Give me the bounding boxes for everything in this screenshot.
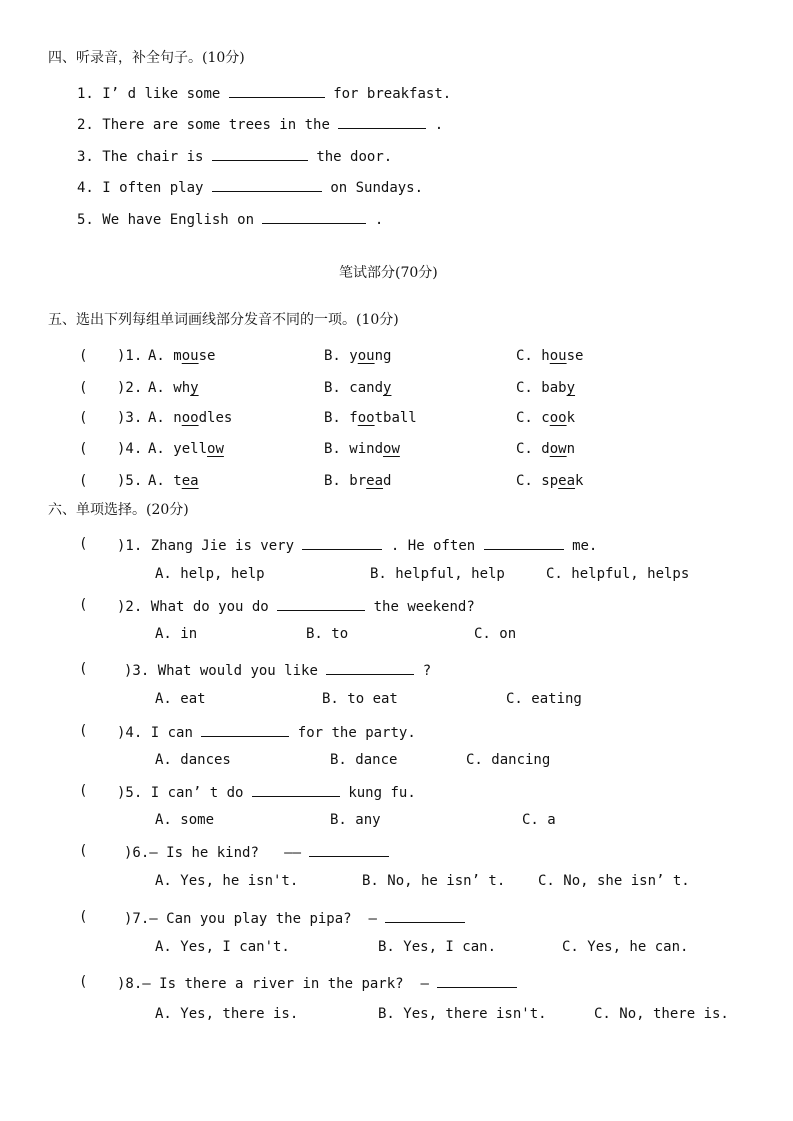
- answer-blank[interactable]: [437, 973, 517, 988]
- option-b[interactable]: [324, 472, 391, 490]
- question-text: ?: [422, 663, 432, 679]
- answer-blank[interactable]: [338, 114, 426, 129]
- option-a[interactable]: [148, 379, 199, 397]
- option-label: A.: [148, 380, 165, 396]
- question-number: )5.: [117, 785, 143, 801]
- question-text: kung fu.: [348, 785, 416, 801]
- word-part: tball: [374, 410, 417, 426]
- answer-paren[interactable]: (: [79, 473, 88, 489]
- word-part: h: [541, 348, 550, 364]
- section-6-heading: 六、单项选择。(20分): [48, 502, 189, 518]
- option-label: A.: [148, 348, 165, 364]
- option-a[interactable]: A. Yes, there is.: [155, 1006, 299, 1022]
- question-text: me.: [572, 538, 598, 554]
- question-text: for the party.: [297, 725, 416, 741]
- answer-paren[interactable]: (: [79, 783, 88, 799]
- answer-blank[interactable]: [262, 209, 366, 224]
- option-b[interactable]: [324, 379, 391, 397]
- answer-blank[interactable]: [212, 146, 308, 161]
- question-text: What do you do: [150, 599, 269, 615]
- question-number: )3.: [117, 410, 143, 426]
- sentence-start: I often play: [102, 180, 204, 196]
- question-number: )5.: [117, 473, 143, 489]
- answer-paren[interactable]: (: [79, 597, 88, 613]
- question-number: )2.: [117, 380, 143, 396]
- option-label: C.: [516, 473, 533, 489]
- word-part: bab: [541, 380, 567, 396]
- option-c[interactable]: C. No, there is.: [594, 1006, 729, 1022]
- question-stem: [124, 660, 431, 680]
- answer-paren[interactable]: (: [79, 536, 88, 552]
- section-5-heading: 五、选出下列每组单词画线部分发音不同的一项。(10分): [48, 312, 399, 328]
- answer-blank[interactable]: [229, 83, 325, 98]
- listening-item-1: [77, 83, 451, 103]
- answer-blank[interactable]: [252, 782, 340, 797]
- word-part: cand: [349, 380, 384, 396]
- option-b[interactable]: B. to: [306, 626, 349, 642]
- option-c[interactable]: C. No, she isn’ t.: [538, 873, 690, 889]
- option-a[interactable]: A. Yes, I can't.: [155, 939, 290, 955]
- sentence-start: The chair is: [102, 149, 204, 165]
- option-label: B.: [324, 410, 341, 426]
- listening-item-3: [77, 146, 392, 166]
- option-c[interactable]: [516, 409, 575, 427]
- option-label: C.: [516, 348, 533, 364]
- item-number: 2.: [77, 117, 94, 133]
- option-a[interactable]: [148, 440, 224, 458]
- word-part: y: [349, 348, 358, 364]
- underlined-letters: ow: [207, 441, 224, 457]
- option-b[interactable]: B. helpful, help: [370, 566, 505, 582]
- question-stem: [117, 535, 597, 555]
- question-stem: [117, 722, 416, 742]
- question-text: — Is he kind?: [149, 845, 259, 861]
- option-label: A.: [148, 441, 165, 457]
- option-b[interactable]: B. No, he isn’ t.: [362, 873, 506, 889]
- underlined-letters: ou: [181, 348, 199, 364]
- answer-blank[interactable]: [385, 908, 465, 923]
- listening-item-5: [77, 209, 383, 229]
- word-part: br: [349, 473, 367, 489]
- sentence-end: for breakfast.: [333, 86, 452, 102]
- word-part: c: [541, 410, 550, 426]
- sentence-end: .: [434, 117, 444, 133]
- option-a[interactable]: A. some: [155, 812, 215, 828]
- option-label: C.: [516, 410, 533, 426]
- listening-item-4: [77, 177, 423, 197]
- sentence-end: on Sundays.: [330, 180, 424, 196]
- option-a[interactable]: A. in: [155, 626, 198, 642]
- underlined-letters: ou: [357, 348, 375, 364]
- answer-paren[interactable]: (: [79, 661, 88, 677]
- item-number: 1.: [77, 86, 94, 102]
- word-part: se: [566, 348, 584, 364]
- option-b[interactable]: B. to eat: [322, 691, 398, 707]
- word-part: f: [349, 410, 358, 426]
- sentence-end: the door.: [316, 149, 393, 165]
- option-label: B.: [324, 348, 341, 364]
- option-c[interactable]: C. Yes, he can.: [562, 939, 689, 955]
- item-number: 5.: [77, 212, 94, 228]
- question-number: )4.: [117, 725, 143, 741]
- option-b[interactable]: B. any: [330, 812, 381, 828]
- underlined-letters: ou: [549, 348, 567, 364]
- underlined-letters: y: [383, 380, 392, 396]
- answer-paren[interactable]: (: [79, 843, 88, 859]
- question-text: . He often: [390, 538, 476, 554]
- underlined-letters: y: [190, 380, 199, 396]
- dialogue-dash: —: [420, 976, 429, 992]
- question-stem: [117, 782, 416, 802]
- option-c[interactable]: C. helpful, helps: [546, 566, 690, 582]
- question-number: )4.: [117, 441, 143, 457]
- underlined-letters: ow: [549, 441, 567, 457]
- option-c[interactable]: [516, 440, 575, 458]
- word-part: d: [383, 473, 392, 489]
- written-part-title: 笔试部分(70分): [339, 265, 438, 281]
- option-a[interactable]: [148, 472, 199, 490]
- answer-blank[interactable]: [302, 535, 382, 550]
- option-b[interactable]: [324, 409, 417, 427]
- answer-paren[interactable]: (: [79, 974, 88, 990]
- question-text: Zhang Jie is very: [150, 538, 295, 554]
- answer-paren[interactable]: (: [79, 723, 88, 739]
- option-b[interactable]: B. dance: [330, 752, 398, 768]
- answer-paren[interactable]: (: [79, 380, 88, 396]
- question-text: What would you like: [157, 663, 318, 679]
- underlined-letters: ea: [558, 473, 576, 489]
- underlined-letters: oo: [357, 410, 375, 426]
- word-part: m: [173, 348, 182, 364]
- option-a[interactable]: [148, 347, 215, 365]
- sentence-start: There are some trees in the: [102, 117, 330, 133]
- word-part: sp: [541, 473, 559, 489]
- dialogue-dash: ——: [284, 845, 302, 861]
- word-part: n: [566, 441, 576, 457]
- word-part: yell: [173, 441, 208, 457]
- word-part: d: [541, 441, 550, 457]
- option-label: A.: [148, 410, 165, 426]
- option-label: C.: [516, 441, 533, 457]
- dialogue-dash: —: [368, 911, 377, 927]
- word-part: se: [198, 348, 216, 364]
- question-number: )1.: [117, 348, 143, 364]
- question-text: I can’ t do: [150, 785, 244, 801]
- option-b[interactable]: B. Yes, I can.: [378, 939, 497, 955]
- question-number: )7.: [124, 911, 150, 927]
- answer-blank[interactable]: [201, 722, 289, 737]
- answer-blank[interactable]: [277, 596, 365, 611]
- item-number: 4.: [77, 180, 94, 196]
- question-stem: [124, 908, 465, 928]
- option-c[interactable]: C. dancing: [466, 752, 551, 768]
- answer-blank[interactable]: [484, 535, 564, 550]
- question-text: the weekend?: [373, 599, 475, 615]
- sentence-end: .: [374, 212, 384, 228]
- option-c[interactable]: [516, 472, 583, 490]
- question-stem: [124, 842, 389, 862]
- word-part: t: [173, 473, 182, 489]
- option-c[interactable]: [516, 379, 575, 397]
- section-4-heading: 四、听录音，补全句子。(10分): [48, 50, 245, 66]
- underlined-letters: ea: [366, 473, 384, 489]
- word-part: k: [575, 473, 584, 489]
- word-part: n: [173, 410, 182, 426]
- option-c[interactable]: [516, 347, 583, 365]
- word-part: ng: [374, 348, 392, 364]
- item-number: 3.: [77, 149, 94, 165]
- listening-item-2: [77, 114, 443, 134]
- answer-paren[interactable]: (: [79, 410, 88, 426]
- option-a[interactable]: A. eat: [155, 691, 206, 707]
- word-part: wh: [173, 380, 191, 396]
- underlined-letters: ea: [181, 473, 199, 489]
- question-stem: [117, 596, 475, 616]
- question-number: )2.: [117, 599, 143, 615]
- answer-paren[interactable]: (: [79, 348, 88, 364]
- underlined-letters: ow: [383, 441, 400, 457]
- option-b[interactable]: [324, 347, 391, 365]
- answer-paren[interactable]: (: [79, 909, 88, 925]
- word-part: wind: [349, 441, 384, 457]
- underlined-letters: oo: [181, 410, 199, 426]
- answer-blank[interactable]: [212, 177, 322, 192]
- sentence-start: I’ d like some: [102, 86, 221, 102]
- underlined-letters: y: [566, 380, 576, 396]
- option-label: B.: [324, 441, 341, 457]
- option-b[interactable]: B. Yes, there isn't.: [378, 1006, 547, 1022]
- option-b[interactable]: [324, 440, 400, 458]
- underlined-letters: oo: [549, 410, 567, 426]
- option-a[interactable]: A. Yes, he isn't.: [155, 873, 299, 889]
- sentence-start: We have English on: [102, 212, 255, 228]
- question-text: I can: [150, 725, 193, 741]
- option-a[interactable]: A. dances: [155, 752, 231, 768]
- option-label: B.: [324, 473, 341, 489]
- question-number: )8.: [117, 976, 143, 992]
- option-c[interactable]: C. on: [474, 626, 517, 642]
- answer-paren[interactable]: (: [79, 441, 88, 457]
- question-text: — Is there a river in the park?: [142, 976, 404, 992]
- option-label: B.: [324, 380, 341, 396]
- option-label: C.: [516, 380, 533, 396]
- answer-blank[interactable]: [309, 842, 389, 857]
- option-a[interactable]: A. help, help: [155, 566, 265, 582]
- option-c[interactable]: C. a: [522, 812, 556, 828]
- question-text: — Can you play the pipa?: [149, 911, 352, 927]
- question-stem: [117, 973, 517, 993]
- word-part: dles: [198, 410, 233, 426]
- option-a[interactable]: [148, 409, 232, 427]
- question-number: )6.: [124, 845, 150, 861]
- question-number: )1.: [117, 538, 143, 554]
- option-c[interactable]: C. eating: [506, 691, 582, 707]
- question-number: )3.: [124, 663, 150, 679]
- answer-blank[interactable]: [326, 660, 414, 675]
- option-label: A.: [148, 473, 165, 489]
- word-part: k: [566, 410, 576, 426]
